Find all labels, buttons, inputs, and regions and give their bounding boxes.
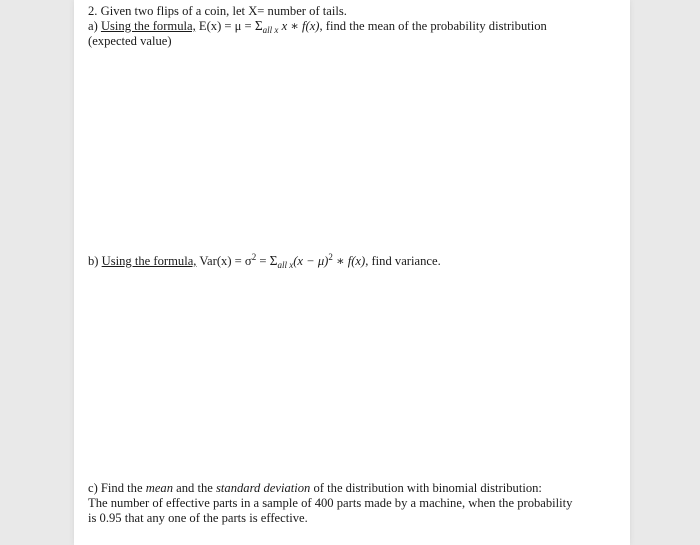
part-c-intro: c) Find the [88,481,146,495]
part-b-deviation: (x − μ) [293,254,329,268]
part-c-line-3 [88,511,308,526]
document-page [74,0,630,545]
part-b-deviation-exponent: 2 [328,252,333,262]
part-b-sigma-exponent: 2 [251,252,257,262]
part-b-line [88,250,441,273]
part-c-probability-text: is 0.95 that any one of the parts is effective. [88,511,308,525]
part-c-and: and the [173,481,217,495]
part-a-sum-subscript: all x [262,25,279,35]
part-a-line-2 [88,34,172,49]
part-a-formula-lhs: E(x) = μ = [195,19,255,33]
part-b-label: b) [88,254,102,268]
part-c-mean: mean [145,481,173,495]
part-a-label: a) [88,19,101,33]
question-2-header [88,4,347,19]
part-a-sigma: Σ [254,18,263,33]
part-b-sum-subscript: all x [277,260,294,270]
part-a-rest: , find the mean of the probability distribution [319,19,547,33]
part-a-using-formula: Using the formula, [100,19,196,33]
part-c-rest: of the distribution with binomial distribution: [310,481,542,495]
part-b-formula-rhs: ∗ f(x) [332,254,366,268]
part-b-using-formula: Using the formula, [101,254,197,268]
part-c-standard-deviation: standard deviation [216,481,311,495]
part-b-formula-lhs: Var(x) = σ [196,254,252,268]
part-c-line-1 [88,481,542,496]
part-b-equals: = [256,254,270,268]
part-a-formula-rhs: x ∗ f(x) [278,19,320,33]
part-c-line-2 [88,496,572,511]
part-b-sigma: Σ [269,253,278,268]
part-a-expected-value: (expected value) [88,34,172,48]
part-c-problem-text: The number of effective parts in a sample of 400 parts made by a machine, when the probability [88,496,573,510]
question-2-text: 2. Given two flips of a coin, let X= number of tails. [88,4,347,18]
part-b-rest: , find variance. [365,254,441,268]
